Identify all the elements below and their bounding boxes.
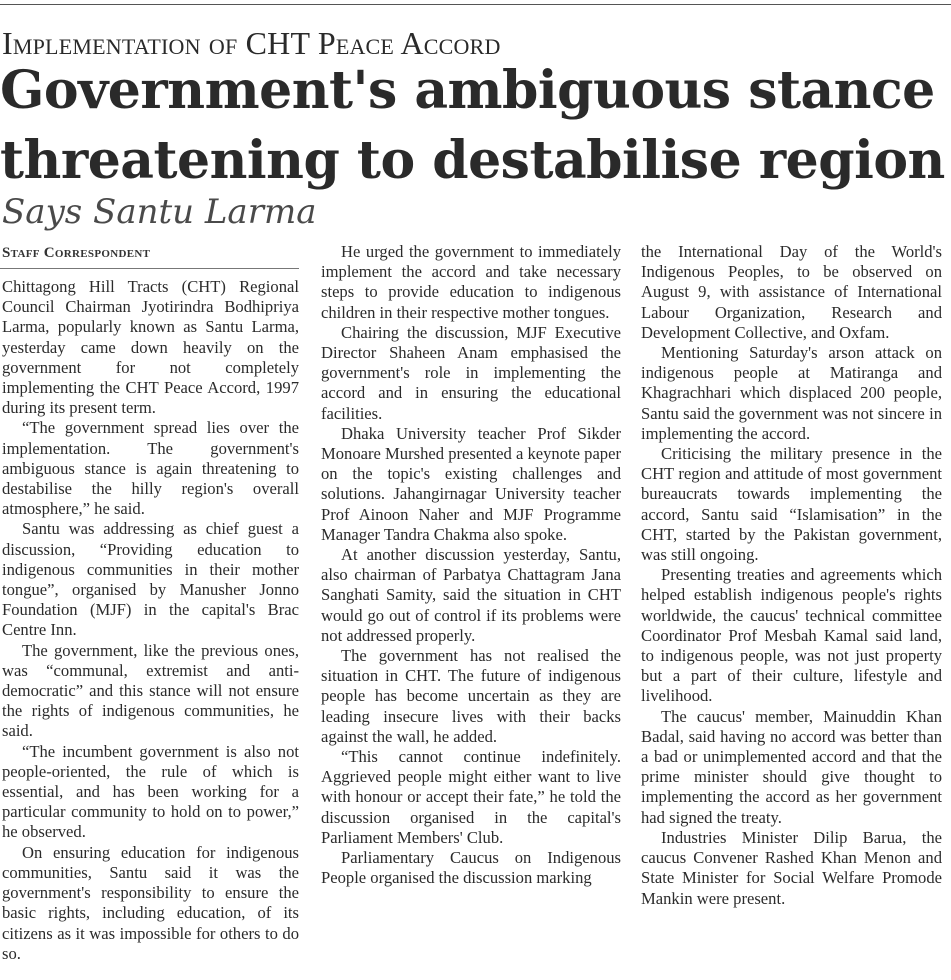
paragraph: “The government spread lies over the implementation. The government's ambiguous stance is again threatening to destabilise the hilly region's overall atmosphere,” he said. xyxy=(2,418,299,519)
paragraph: “This cannot continue indefinitely. Aggrieved people might either want to live with honour or accept their fate,” he told the discussion organised in the capital's Parliament Members' Club. xyxy=(321,747,621,847)
paragraph: The caucus' member, Mainuddin Khan Badal, said having no accord was better than a bad or unimplemented accord and that the prime minister should give thought to implementing the accord as her government had signed the treaty. xyxy=(641,706,942,827)
paragraph: He urged the government to immediately implement the accord and take necessary steps to provide education to indigenous children in their respective mother tongues. xyxy=(321,242,621,322)
paragraph: On ensuring education for indigenous communities, Santu said it was the government's responsibility to ensure the basic rights, including education, of its citizens as it was impossible for others to do so. xyxy=(2,842,299,963)
article-kicker: Implementation of CHT Peace Accord xyxy=(2,25,501,61)
article-byline: Staff Correspondent xyxy=(2,245,151,261)
article-headline xyxy=(0,56,951,196)
article-column-2 xyxy=(321,242,621,889)
article-subhead: Says Santu Larma xyxy=(2,192,317,232)
byline-rule xyxy=(0,268,299,269)
paragraph: Dhaka University teacher Prof Sikder Monoare Murshed presented a keynote paper on the topic's existing challenges and solutions. Jahangirnagar University teacher Prof Ainoon Naher and MJF Programme Manager Tandra Chakma also spoke. xyxy=(321,423,621,544)
article-column-1 xyxy=(2,277,299,964)
paragraph: Criticising the military presence in the CHT region and attitude of most government bureaucrats towards implementing the accord, Santu said “Islamisation” in the CHT, started by the Pakistan government, was still ongoing. xyxy=(641,444,942,565)
paragraph: the International Day of the World's Indigenous Peoples, to be observed on August 9, with assistance of International Labour Organization, Research and Development Collective, and Oxfam. xyxy=(641,242,942,342)
paragraph: Mentioning Saturday's arson attack on indigenous people at Matiranga and Khagrachhari which displaced 200 people, Santu said the government was not sincere in implementing the accord. xyxy=(641,343,942,443)
paragraph: Industries Minister Dilip Barua, the caucus Convener Rashed Khan Menon and State Minister for Social Welfare Promode Mankin were present. xyxy=(641,827,942,908)
paragraph: Chairing the discussion, MJF Executive Director Shaheen Anam emphasised the government's role in implementing the accord and in ensuring the educational facilities. xyxy=(321,322,621,423)
paragraph: At another discussion yesterday, Santu, also chairman of Parbatya Chattagram Jana Sanghati Samity, said the situation in CHT would go out of control if its problems were not addressed properly. xyxy=(321,545,621,645)
paragraph: The government, like the previous ones, was “communal, extremist and anti-democratic” and this stance will not ensure the rights of indigenous communities, he said. xyxy=(2,640,299,741)
top-rule xyxy=(0,4,951,5)
article-column-3 xyxy=(641,242,942,909)
paragraph: Presenting treaties and agreements which helped establish indigenous people's rights worldwide, the caucus' technical committee Coordinator Prof Mesbah Kamal said land, to indigenous people, was not just property but a part of their culture, lifestyle and livelihood. xyxy=(641,565,942,706)
paragraph: “The incumbent government is also not people-oriented, the rule of which is essential, and has been working for a particular community to hold on to power,” he observed. xyxy=(2,741,299,842)
paragraph: Chittagong Hill Tracts (CHT) Regional Council Chairman Jyotirindra Bodhipriya Larma, popularly known as Santu Larma, yesterday came down heavily on the government for not completely implementing the CHT Peace Accord, 1997 during its present term. xyxy=(2,277,299,418)
paragraph: The government has not realised the situation in CHT. The future of indigenous people has become uncertain as they are leading insecure lives with their backs against the wall, he added. xyxy=(321,646,621,746)
headline-line-1: Government's ambiguous stance xyxy=(0,60,935,121)
headline-line-2: threatening to destabilise region xyxy=(0,130,945,191)
paragraph: Parliamentary Caucus on Indigenous People organised the discussion marking xyxy=(321,848,621,888)
paragraph: Santu was addressing as chief guest a discussion, “Providing education to indigenous communities in their mother tongue”, organised by Manusher Jonno Foundation (MJF) in the capital's Brac Centre Inn. xyxy=(2,519,299,640)
